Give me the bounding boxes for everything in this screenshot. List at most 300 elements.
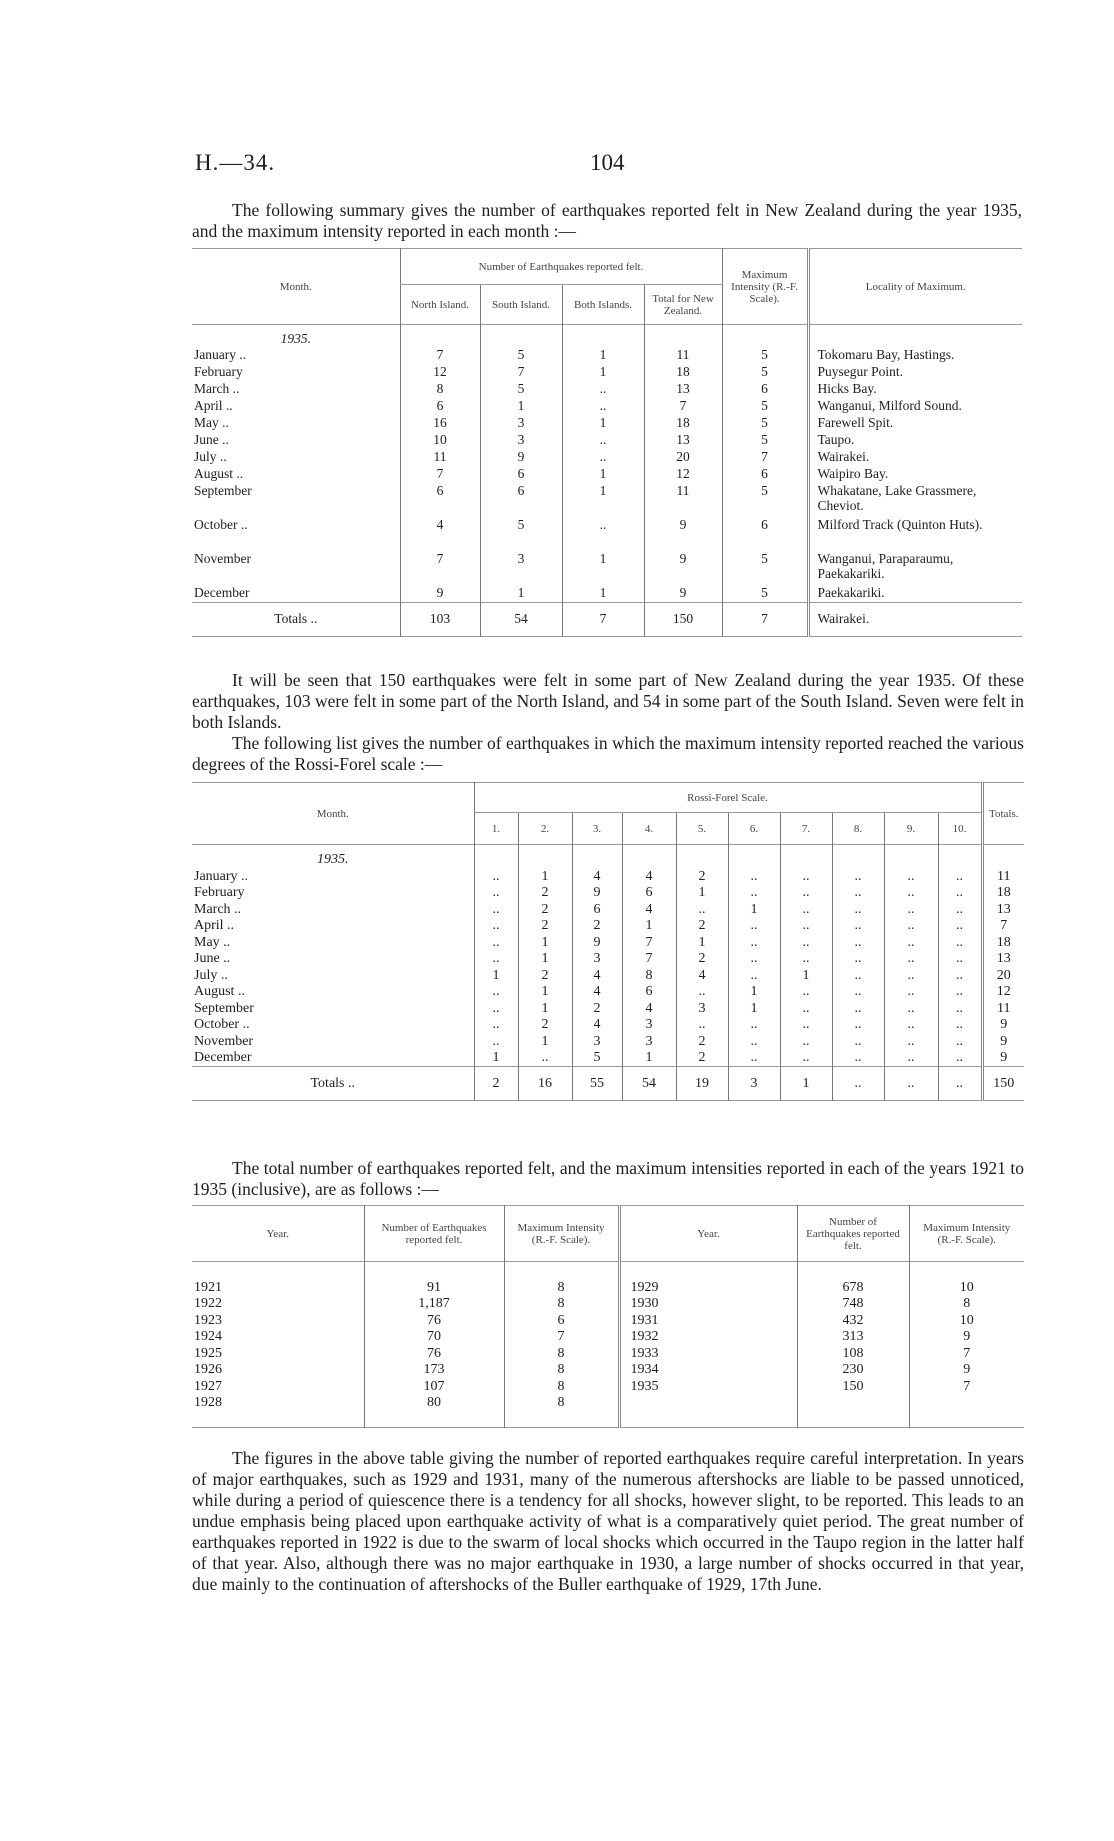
month-label: December: [194, 585, 250, 600]
cell-degree-10: ..: [938, 1017, 982, 1034]
count-right: 108: [797, 1346, 909, 1363]
cell-degree-7: ..: [780, 885, 832, 902]
cell-degree-6: ..: [728, 935, 780, 952]
cell-locality: Waipiro Bay.: [808, 466, 1022, 483]
cell-south: 5: [480, 381, 562, 398]
monthly-summary-table: [192, 248, 1022, 637]
cell-both: 1: [562, 551, 644, 585]
cell-south: 3: [480, 432, 562, 449]
month-label: August ..: [194, 984, 245, 1000]
table-row: [192, 1280, 1024, 1297]
cell-max: 6: [722, 517, 808, 551]
cell-degree-9: ..: [884, 1017, 938, 1034]
cell-max: 5: [722, 483, 808, 517]
table-row: [192, 1017, 1024, 1034]
header-degree-5: 5.: [676, 813, 728, 845]
cell-degree-1: ..: [474, 885, 518, 902]
cell-degree-5: 2: [676, 951, 728, 968]
cell-degree-3: 2: [572, 918, 622, 935]
cell-south: 5: [480, 347, 562, 364]
cell-south: 5: [480, 517, 562, 551]
table-row: [192, 347, 1022, 364]
cell-degree-7: ..: [780, 902, 832, 919]
table-row: [192, 585, 1022, 602]
header-number-right: Number of Earthquakes reported felt.: [797, 1206, 909, 1262]
table-row: [192, 918, 1024, 935]
totals-row: [192, 1067, 1024, 1101]
cell-degree-5: 2: [676, 1050, 728, 1067]
cell-degree-4: 7: [622, 935, 676, 952]
count-left: 107: [364, 1379, 504, 1396]
max-right: [909, 1395, 1024, 1412]
paragraph-interpretation: The figures in the above table giving the number of reported earthquakes require careful interpretation. In years of major earthquakes, such as 1929 and 1931, many of the numerous aftershocks are liable to be passed unnoticed, while during a period of quiescence there is a tendency for all shocks, however slight, to be reported. This leads to an undue emphasis being placed upon earthquake activity of what is a comparatively quiet period. The great number of earthquakes reported in 1922 is due to the swarm of local shocks which occurred in the Taupo region in the latter half of that year. Also, although there was no major earthquake in 1930, a large number of shocks occurred in that year, due mainly to the continuation of aftershocks of the Buller earthquake of 1929, 17th June.: [192, 1448, 1024, 1594]
cell-degree-8: ..: [832, 918, 884, 935]
cell-total: 9: [644, 517, 722, 551]
cell-degree-2: 2: [518, 918, 572, 935]
cell-max: 5: [722, 347, 808, 364]
table-row: [192, 432, 1022, 449]
cell-degree-3: 4: [572, 968, 622, 985]
cell-locality: Milford Track (Quinton Huts).: [808, 517, 1022, 551]
cell-degree-5: 1: [676, 885, 728, 902]
month-label: September: [194, 483, 252, 498]
cell-south: 3: [480, 551, 562, 585]
cell-degree-8: ..: [832, 869, 884, 886]
table-row: [192, 935, 1024, 952]
cell-total: 11: [644, 347, 722, 364]
cell-locality: Hicks Bay.: [808, 381, 1022, 398]
table-row: [192, 1395, 1024, 1412]
total-degree-4: 54: [622, 1067, 676, 1101]
cell-north: 8: [400, 381, 480, 398]
table-row: [192, 517, 1022, 551]
cell-both: ..: [562, 517, 644, 551]
count-left: 1,187: [364, 1296, 504, 1313]
header-degree-8: 8.: [832, 813, 884, 845]
header-both: Both Islands.: [562, 285, 644, 325]
month-label: August ..: [194, 466, 244, 481]
total-degree-7: 1: [780, 1067, 832, 1101]
document-reference: H.—34.: [195, 150, 276, 175]
table-row: [192, 869, 1024, 886]
table-row: [192, 968, 1024, 985]
year-left: 1925: [194, 1345, 222, 1361]
count-right: 678: [797, 1280, 909, 1297]
month-label: May ..: [194, 934, 231, 950]
cell-north: 12: [400, 364, 480, 381]
cell-north: 4: [400, 517, 480, 551]
cell-degree-7: ..: [780, 1001, 832, 1018]
cell-degree-2: 1: [518, 935, 572, 952]
year-right: 1933: [619, 1346, 797, 1363]
table-row: [192, 1362, 1024, 1379]
cell-degree-3: 3: [572, 951, 622, 968]
header-locality: Locality of Maximum.: [808, 249, 1022, 325]
cell-degree-10: ..: [938, 885, 982, 902]
totals-row: [192, 602, 1022, 636]
month-label: March ..: [194, 381, 240, 396]
cell-degree-1: ..: [474, 984, 518, 1001]
cell-degree-1: ..: [474, 918, 518, 935]
total-degree-1: 2: [474, 1067, 518, 1101]
table-row: [192, 1050, 1024, 1067]
cell-degree-9: ..: [884, 885, 938, 902]
table-row: [192, 902, 1024, 919]
cell-locality: Paekakariki.: [808, 585, 1022, 602]
total-locality: Wairakei.: [808, 602, 1022, 636]
year-left: 1924: [194, 1329, 222, 1345]
max-right: 10: [909, 1280, 1024, 1297]
totals-label: Totals ..: [310, 1075, 355, 1091]
cell-south: 1: [480, 398, 562, 415]
month-label: October ..: [194, 1017, 250, 1033]
month-label: October ..: [194, 517, 248, 532]
cell-max: 5: [722, 551, 808, 585]
cell-total: 18: [644, 415, 722, 432]
header-south: South Island.: [480, 285, 562, 325]
count-left: 91: [364, 1280, 504, 1297]
cell-degree-6: ..: [728, 951, 780, 968]
cell-degree-8: ..: [832, 1050, 884, 1067]
year-left: 1922: [194, 1296, 222, 1312]
cell-max: 5: [722, 585, 808, 602]
cell-degree-5: 2: [676, 1034, 728, 1051]
header-year-right: Year.: [619, 1206, 797, 1262]
cell-degree-10: ..: [938, 984, 982, 1001]
cell-south: 1: [480, 585, 562, 602]
total-total: 150: [644, 602, 722, 636]
max-right: 7: [909, 1346, 1024, 1363]
cell-degree-9: ..: [884, 1050, 938, 1067]
cell-south: 6: [480, 466, 562, 483]
cell-degree-3: 5: [572, 1050, 622, 1067]
cell-degree-1: ..: [474, 1017, 518, 1034]
cell-max: 6: [722, 466, 808, 483]
month-label: December: [194, 1050, 252, 1065]
cell-total: 20: [644, 449, 722, 466]
cell-degree-4: 7: [622, 951, 676, 968]
intro-paragraph: The following summary gives the number of earthquakes reported felt in New Zealand during the year 1935, and the maximum intensity reported in each month :—: [192, 200, 1022, 241]
count-right: 748: [797, 1296, 909, 1313]
month-label: June ..: [194, 432, 229, 447]
cell-degree-5: 3: [676, 1001, 728, 1018]
cell-degree-10: ..: [938, 1050, 982, 1067]
cell-total: 18: [644, 364, 722, 381]
cell-both: 1: [562, 483, 644, 517]
cell-degree-6: ..: [728, 968, 780, 985]
month-label: July ..: [194, 449, 227, 464]
cell-south: 3: [480, 415, 562, 432]
header-month: Month.: [316, 807, 349, 820]
cell-south: 6: [480, 483, 562, 517]
total-degree-5: 19: [676, 1067, 728, 1101]
year-left: 1926: [194, 1362, 222, 1378]
cell-north: 11: [400, 449, 480, 466]
cell-degree-10: ..: [938, 951, 982, 968]
cell-total: 12: [644, 466, 722, 483]
total-degree-8: ..: [832, 1067, 884, 1101]
cell-degree-6: 1: [728, 1001, 780, 1018]
paragraph-yearly-intro: The total number of earthquakes reported felt, and the maximum intensities reported in each of the years 1921 to 1935 (inclusive), are as follows :—: [192, 1158, 1024, 1199]
cell-max: 7: [722, 449, 808, 466]
cell-both: ..: [562, 398, 644, 415]
table-row: [192, 466, 1022, 483]
cell-degree-7: ..: [780, 918, 832, 935]
cell-degree-1: ..: [474, 951, 518, 968]
header-degree-10: 10.: [938, 813, 982, 845]
year-right: 1930: [619, 1296, 797, 1313]
count-right: 313: [797, 1329, 909, 1346]
total-south: 54: [480, 602, 562, 636]
header-degree-4: 4.: [622, 813, 676, 845]
cell-north: 7: [400, 551, 480, 585]
table-row: [192, 449, 1022, 466]
cell-both: ..: [562, 449, 644, 466]
table-row: [192, 1346, 1024, 1363]
cell-total: 9: [644, 551, 722, 585]
cell-degree-9: ..: [884, 902, 938, 919]
cell-max: 5: [722, 415, 808, 432]
cell-degree-3: 4: [572, 869, 622, 886]
cell-both: 1: [562, 364, 644, 381]
cell-degree-4: 1: [622, 1050, 676, 1067]
total-north: 103: [400, 602, 480, 636]
cell-degree-10: ..: [938, 1034, 982, 1051]
cell-degree-4: 4: [622, 902, 676, 919]
year-right: 1929: [619, 1280, 797, 1297]
cell-degree-1: ..: [474, 1001, 518, 1018]
table-row: [192, 885, 1024, 902]
count-right: 150: [797, 1379, 909, 1396]
year-left: 1923: [194, 1312, 222, 1328]
cell-total: 13: [644, 432, 722, 449]
cell-degree-2: 1: [518, 984, 572, 1001]
max-left: 8: [504, 1379, 619, 1396]
cell-degree-2: 1: [518, 1001, 572, 1018]
total-max: 7: [722, 602, 808, 636]
year-right: 1934: [619, 1362, 797, 1379]
year-label: 1935.: [317, 851, 349, 867]
max-left: 8: [504, 1395, 619, 1412]
cell-degree-9: ..: [884, 984, 938, 1001]
total-degree-9: ..: [884, 1067, 938, 1101]
cell-degree-5: 4: [676, 968, 728, 985]
header-total: Total for New Zealand.: [644, 285, 722, 325]
header-degree-2: 2.: [518, 813, 572, 845]
cell-degree-6: ..: [728, 918, 780, 935]
cell-degree-8: ..: [832, 1017, 884, 1034]
table-row: [192, 951, 1024, 968]
year-right: 1931: [619, 1313, 797, 1330]
cell-degree-10: ..: [938, 935, 982, 952]
cell-degree-7: ..: [780, 1017, 832, 1034]
month-label: May ..: [194, 415, 229, 430]
count-right: 432: [797, 1313, 909, 1330]
table-row: [192, 415, 1022, 432]
cell-degree-9: ..: [884, 935, 938, 952]
count-left: 76: [364, 1346, 504, 1363]
cell-degree-10: ..: [938, 869, 982, 886]
cell-degree-6: 1: [728, 984, 780, 1001]
month-label: April ..: [194, 918, 235, 934]
cell-degree-10: ..: [938, 918, 982, 935]
cell-degree-5: 1: [676, 935, 728, 952]
count-right: 230: [797, 1362, 909, 1379]
header-max-intensity: Maximum Intensity (R.-F. Scale).: [722, 249, 808, 325]
table-row: [192, 381, 1022, 398]
cell-degree-8: ..: [832, 968, 884, 985]
cell-degree-1: 1: [474, 968, 518, 985]
max-left: 7: [504, 1329, 619, 1346]
cell-degree-4: 6: [622, 984, 676, 1001]
cell-total: 9: [644, 585, 722, 602]
cell-degree-8: ..: [832, 1034, 884, 1051]
year-left: 1921: [194, 1279, 222, 1295]
table-row: [192, 483, 1022, 517]
month-label: February: [194, 885, 245, 901]
cell-locality: Taupo.: [808, 432, 1022, 449]
month-label: April ..: [194, 398, 233, 413]
max-right: 7: [909, 1379, 1024, 1396]
cell-degree-7: 1: [780, 968, 832, 985]
cell-degree-8: ..: [832, 1001, 884, 1018]
header-totals: Totals.: [982, 783, 1024, 845]
cell-degree-5: ..: [676, 984, 728, 1001]
max-left: 8: [504, 1346, 619, 1363]
table-row: [192, 1379, 1024, 1396]
table-row: [192, 1034, 1024, 1051]
total-degree-3: 55: [572, 1067, 622, 1101]
cell-degree-4: 8: [622, 968, 676, 985]
cell-north: 16: [400, 415, 480, 432]
cell-degree-9: ..: [884, 1034, 938, 1051]
cell-degree-8: ..: [832, 902, 884, 919]
cell-locality: Wanganui, Milford Sound.: [808, 398, 1022, 415]
year-left: 1928: [194, 1395, 222, 1411]
max-left: 8: [504, 1280, 619, 1297]
table-row: [192, 398, 1022, 415]
table-row: [192, 551, 1022, 585]
year-label: 1935.: [280, 331, 311, 346]
count-left: 173: [364, 1362, 504, 1379]
cell-both: 1: [562, 415, 644, 432]
table-row: [192, 1313, 1024, 1330]
cell-degree-7: ..: [780, 1034, 832, 1051]
cell-degree-3: 3: [572, 1034, 622, 1051]
cell-degree-6: ..: [728, 885, 780, 902]
max-right: 8: [909, 1296, 1024, 1313]
cell-both: 1: [562, 466, 644, 483]
cell-north: 10: [400, 432, 480, 449]
cell-locality: Wairakei.: [808, 449, 1022, 466]
cell-degree-2: 2: [518, 1017, 572, 1034]
month-label: June ..: [194, 951, 231, 967]
totals-label: Totals ..: [274, 611, 318, 626]
cell-total: 18: [982, 935, 1024, 952]
year-right: 1935: [619, 1379, 797, 1396]
cell-total: 11: [982, 1001, 1024, 1018]
max-right: 9: [909, 1329, 1024, 1346]
cell-total: 12: [982, 984, 1024, 1001]
header-group: Number of Earthquakes reported felt.: [400, 249, 722, 285]
cell-degree-2: 1: [518, 869, 572, 886]
cell-degree-1: ..: [474, 935, 518, 952]
cell-degree-3: 9: [572, 935, 622, 952]
cell-total: 13: [982, 902, 1024, 919]
cell-degree-4: 3: [622, 1034, 676, 1051]
cell-degree-5: ..: [676, 902, 728, 919]
table-row: [192, 984, 1024, 1001]
cell-both: 1: [562, 347, 644, 364]
cell-degree-1: ..: [474, 1034, 518, 1051]
cell-degree-4: 4: [622, 1001, 676, 1018]
cell-total: 18: [982, 885, 1024, 902]
cell-locality: Whakatane, Lake Grassmere, Cheviot.: [808, 483, 1022, 517]
total-degree-2: 16: [518, 1067, 572, 1101]
cell-degree-4: 1: [622, 918, 676, 935]
cell-degree-3: 6: [572, 902, 622, 919]
count-left: 80: [364, 1395, 504, 1412]
month-label: February: [194, 364, 243, 379]
count-left: 70: [364, 1329, 504, 1346]
cell-total: 13: [644, 381, 722, 398]
cell-total: 7: [644, 398, 722, 415]
year-right: 1932: [619, 1329, 797, 1346]
header-month: Month.: [279, 280, 312, 293]
cell-degree-2: 2: [518, 902, 572, 919]
cell-total: 11: [644, 483, 722, 517]
cell-degree-6: ..: [728, 869, 780, 886]
max-left: 8: [504, 1296, 619, 1313]
cell-locality: Farewell Spit.: [808, 415, 1022, 432]
cell-degree-9: ..: [884, 869, 938, 886]
cell-total: 20: [982, 968, 1024, 985]
cell-north: 6: [400, 483, 480, 517]
table-row: [192, 364, 1022, 381]
year-right: [619, 1395, 797, 1412]
total-both: 7: [562, 602, 644, 636]
max-right: 9: [909, 1362, 1024, 1379]
max-right: 10: [909, 1313, 1024, 1330]
month-label: November: [194, 551, 251, 566]
total-degree-6: 3: [728, 1067, 780, 1101]
header-degree-9: 9.: [884, 813, 938, 845]
table-row: [192, 1001, 1024, 1018]
cell-degree-6: ..: [728, 1050, 780, 1067]
header-year-left: Year.: [266, 1227, 289, 1240]
cell-south: 7: [480, 364, 562, 381]
cell-degree-2: 2: [518, 968, 572, 985]
count-left: 76: [364, 1313, 504, 1330]
page-number: 104: [590, 150, 625, 175]
cell-north: 6: [400, 398, 480, 415]
cell-degree-7: ..: [780, 935, 832, 952]
cell-degree-1: ..: [474, 902, 518, 919]
paragraph-summary: It will be seen that 150 earthquakes were felt in some part of New Zealand during the year 1935. Of these earthquakes, 103 were felt in some part of the North Island, and 54 in some part of the South Island. Seven were felt in both Islands.: [192, 670, 1024, 732]
cell-degree-6: ..: [728, 1017, 780, 1034]
cell-locality: Tokomaru Bay, Hastings.: [808, 347, 1022, 364]
cell-degree-8: ..: [832, 984, 884, 1001]
cell-degree-5: ..: [676, 1017, 728, 1034]
cell-degree-4: 6: [622, 885, 676, 902]
paragraph-rossi-forel-intro: The following list gives the number of earthquakes in which the maximum intensity reported reached the various degrees of the Rossi-Forel scale :—: [192, 733, 1024, 774]
cell-degree-5: 2: [676, 918, 728, 935]
cell-max: 5: [722, 398, 808, 415]
total-all: 150: [982, 1067, 1024, 1101]
cell-degree-2: 1: [518, 1034, 572, 1051]
cell-degree-3: 9: [572, 885, 622, 902]
cell-total: 13: [982, 951, 1024, 968]
